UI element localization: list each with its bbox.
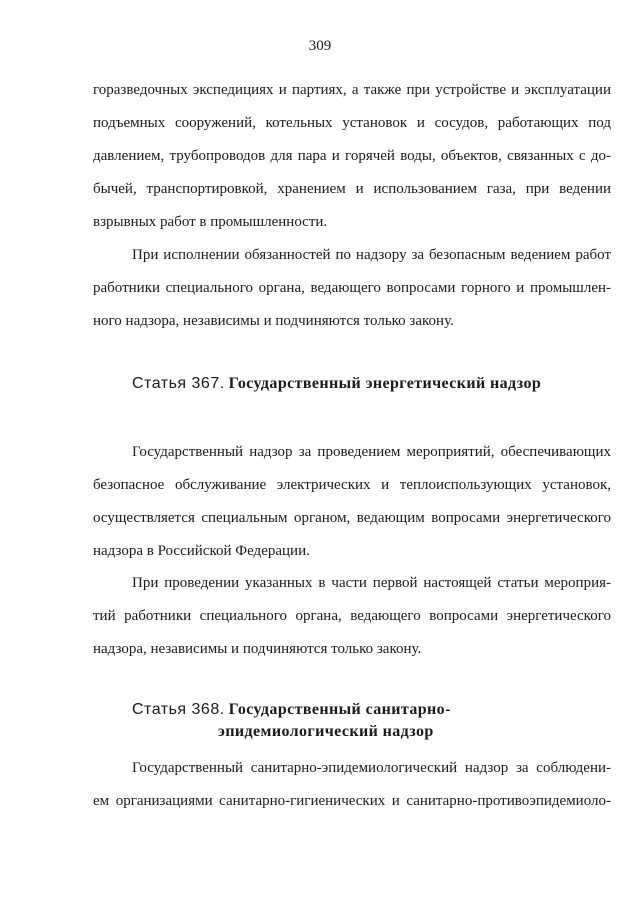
text-line: бычей, транспортировкой, хранением и использованием газа, при ведении xyxy=(93,181,611,197)
paragraph-energy-supervision xyxy=(93,436,611,568)
page-number: 309 xyxy=(308,38,332,54)
text-line: надзора в Российской Федерации. xyxy=(93,543,310,559)
paragraph-continuation xyxy=(93,74,611,239)
text-line: подъемных сооружений, котельных установок и сосудов, работающих под xyxy=(93,115,611,131)
text-line: При проведении указанных в части первой настоящей статьи мероприя- xyxy=(132,575,611,591)
paragraph-energy-inspector-independence xyxy=(93,567,611,666)
article-number: Статья 368. xyxy=(132,701,225,718)
text-line: взрывных работ в промышленности. xyxy=(93,214,328,230)
paragraph-inspector-independence xyxy=(93,239,611,338)
text-line: Государственный надзор за проведением мероприятий, обеспечивающих xyxy=(132,444,611,460)
article-title-line-1: Государственный санитарно- xyxy=(228,701,451,718)
text-line: горазведочных экспедициях и партиях, а также при устройстве и эксплуатации xyxy=(93,82,611,98)
text-line: При исполнении обязанностей по надзору за безопасным ведением работ xyxy=(132,247,611,263)
text-line: осуществляется специальным органом, ведающим вопросами энергетического xyxy=(93,510,611,526)
text-line: работники специального органа, ведающего вопросами горного и промышлен- xyxy=(93,280,611,296)
article-368-heading xyxy=(132,699,451,743)
text-line: тий работники специального органа, ведающего вопросами энергетического xyxy=(93,608,611,624)
text-line: давлением, трубопроводов для пара и горячей воды, объектов, связанных с до- xyxy=(93,148,611,164)
text-line: ного надзора, независимы и подчиняются только закону. xyxy=(93,313,454,329)
article-title: Государственный энергетический надзор xyxy=(228,375,542,392)
text-line: безопасное обслуживание электрических и теплоиспользующих установок, xyxy=(93,477,611,493)
text-line: надзора, независимы и подчиняются только закону. xyxy=(93,641,422,657)
text-line: ем организациями санитарно-гигиенических и санитарно-противоэпидемиоло- xyxy=(93,793,611,809)
paragraph-sanitary-supervision xyxy=(93,752,611,818)
article-367-heading xyxy=(132,373,541,395)
article-title-line-2: эпидемиологический надзор xyxy=(218,723,434,740)
text-line: Государственный санитарно-эпидемиологический надзор за соблюдени- xyxy=(132,760,611,776)
article-number: Статья 367. xyxy=(132,375,225,392)
